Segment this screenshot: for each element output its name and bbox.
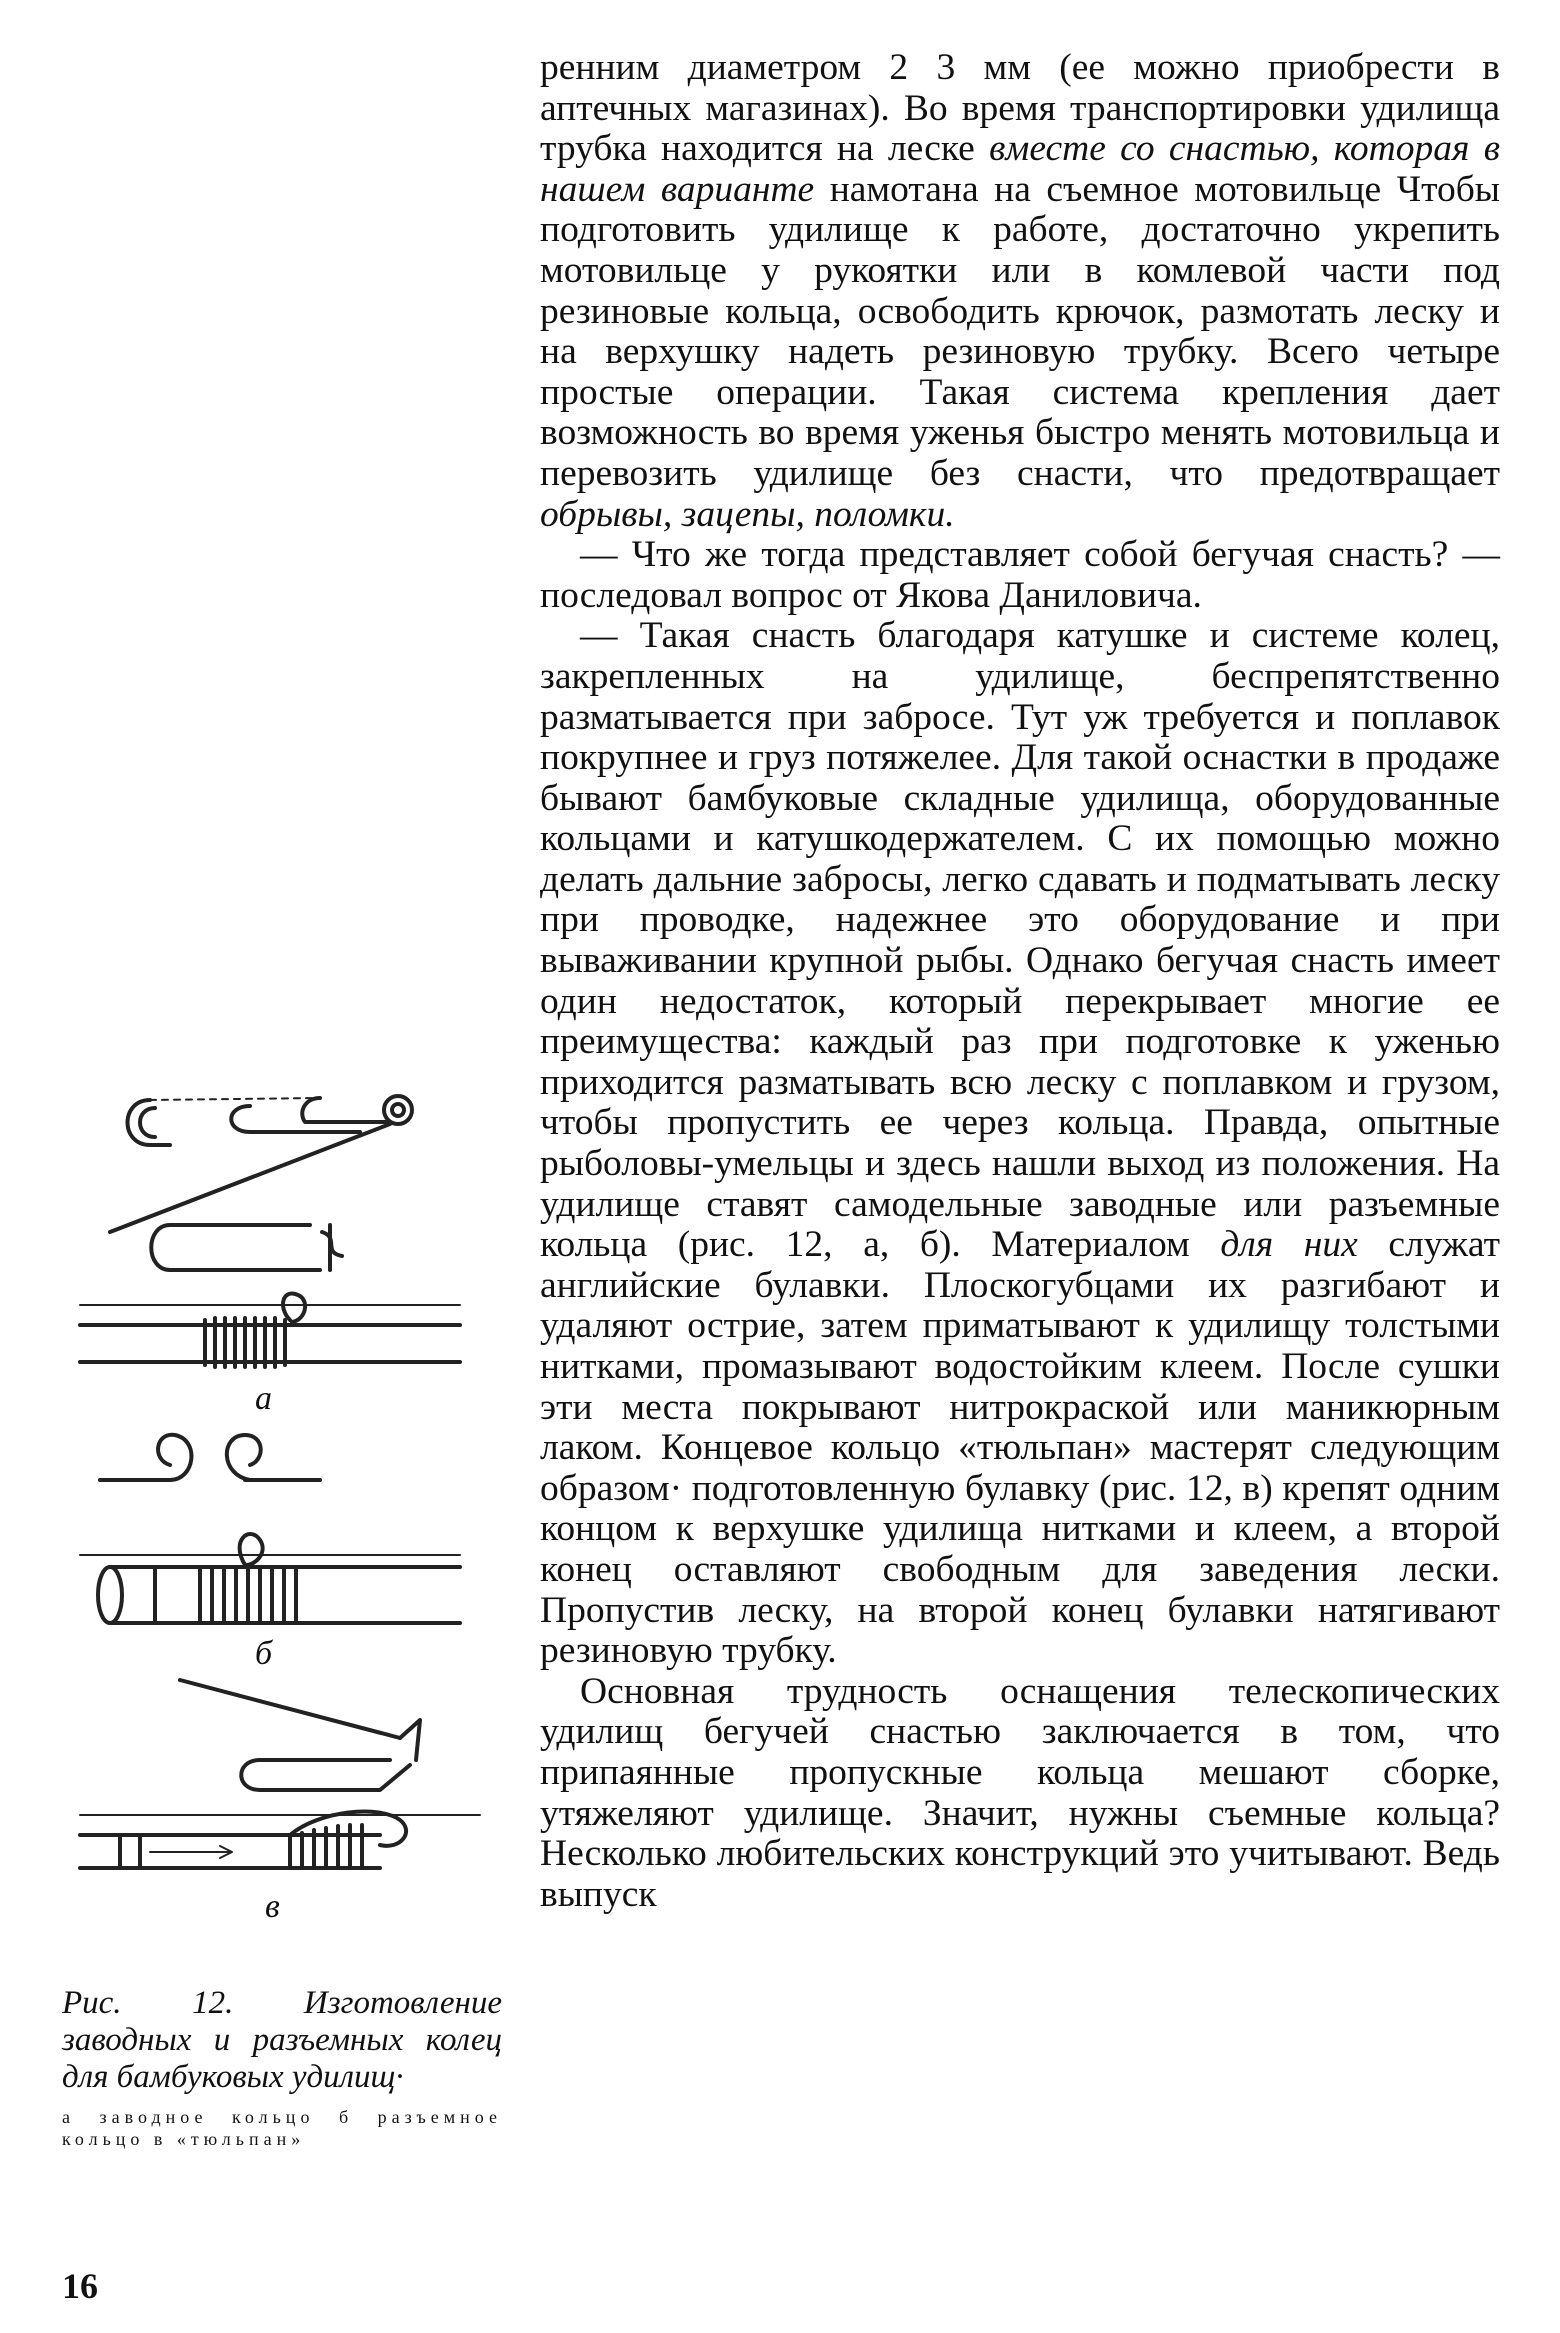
figure-label-a: а (255, 1380, 272, 1417)
figure-label-v: в (265, 1888, 280, 1925)
paragraph (540, 48, 1500, 535)
safety-pin-drawing (110, 1096, 412, 1232)
caption-title: Рис. 12. Изготовление заводных и разъемных колец для бамбуковых удилищ· (62, 1985, 502, 2095)
rod-v-drawing (80, 1812, 480, 1868)
paragraph (540, 1672, 1500, 1916)
text-run: — Такая снасть благодаря катушке и системе колец, закрепленных на удилище, беспрепятственно разматывается при забросе. Тут уж требуется и поплавок покрупнее и груз потяжелее. Для такой оснастки в продаже бывают бамбуковые складные удилища, оборудованные кольцами и катушкодержателем. С их помощью можно делать дальние забросы, легко сдавать и подматывать леску при проводке, надежнее это оборудование и при вываживании крупной рыбы. Однако бегучая снасть имеет один недостаток, который перекрывает многие ее преимущества: каждый раз при подготовке к уженью приходится разматывать всю леску с поплавком и грузом, чтобы пропустить ее через кольца. Правда, опытные рыболовы-умельцы и здесь нашли выход из положения. На удилище ставят самодельные заводные или разъемные кольца (рис. 12, а, б). Материалом (540, 615, 1500, 1266)
tulip-pin-drawing (180, 1680, 420, 1790)
text-run: служат английские булавки. Плоскогубцами их разгибают и удаляют острие, затем приматывают к удилищу толстыми нитками, промазывают водостойким клеем. После сушки эти места покрывают нитрокраской или маникюрным лаком. Концевое кольцо «тюльпан» мастерят следующим образом· подготовленную булавку (рис. 12, в) крепят одним концом к верхушке удилища нитками и клеем, а второй конец оставляют свободным для заведения лески. Пропустив леску, на второй конец булавки натягивают резиновую трубку. (540, 1224, 1500, 1672)
paragraph (540, 535, 1500, 616)
bent-pin-drawing (151, 1225, 342, 1270)
page-number: 16 (62, 2266, 98, 2306)
italic-text: обрывы, зацепы, поломки. (540, 493, 955, 535)
caption-legend: а заводное кольцо б разъемное кольцо в «тюльпан» (62, 2107, 502, 2149)
text-run: намотана на съемное мотовильце Чтобы подготовить удилище к работе, достаточно укрепить мотовильце у рукоятки или в комлевой части под резиновые кольца, освободить крючок, размотать леску и на верхушку надеть резиновую трубку. Всего четыре простые операции. Такая система крепления дает возможность во время уженья быстро менять мотовильца и перевозить удилище без снасти, что предотвращает (540, 168, 1500, 494)
figure-12-illustration (60, 1020, 500, 1960)
italic-text: вместе со снастью, которая в нашем варианте (540, 128, 1501, 210)
figure-label-b: б (255, 1635, 273, 1672)
italic-text: для них (1220, 1224, 1358, 1266)
figure-12 (60, 1020, 500, 1960)
text-run: — Что же тогда представляет собой бегучая снасть? — последовал вопрос от Якова Даниловича. (540, 534, 1500, 616)
main-text-column (540, 48, 1500, 1915)
loops-b-drawing (100, 1435, 320, 1480)
text-run: Основная трудность оснащения телескопических удилищ бегучей снастью заключается в том, что припаянные пропускные кольца мешают сборке, утяжеляют удилище. Значит, нужны съемные кольца? Несколько любительских конструкций это учитывают. Ведь выпуск (540, 1670, 1500, 1915)
rod-a-drawing (80, 1294, 460, 1367)
rod-b-drawing (80, 1534, 460, 1623)
paragraph (540, 616, 1500, 1671)
figure-caption (62, 1985, 502, 2150)
text-run: ренним диаметром 2 3 мм (ее можно приобрести в аптечных магазинах). Во время транспортировки удилища трубка находится на леске (540, 47, 1500, 170)
